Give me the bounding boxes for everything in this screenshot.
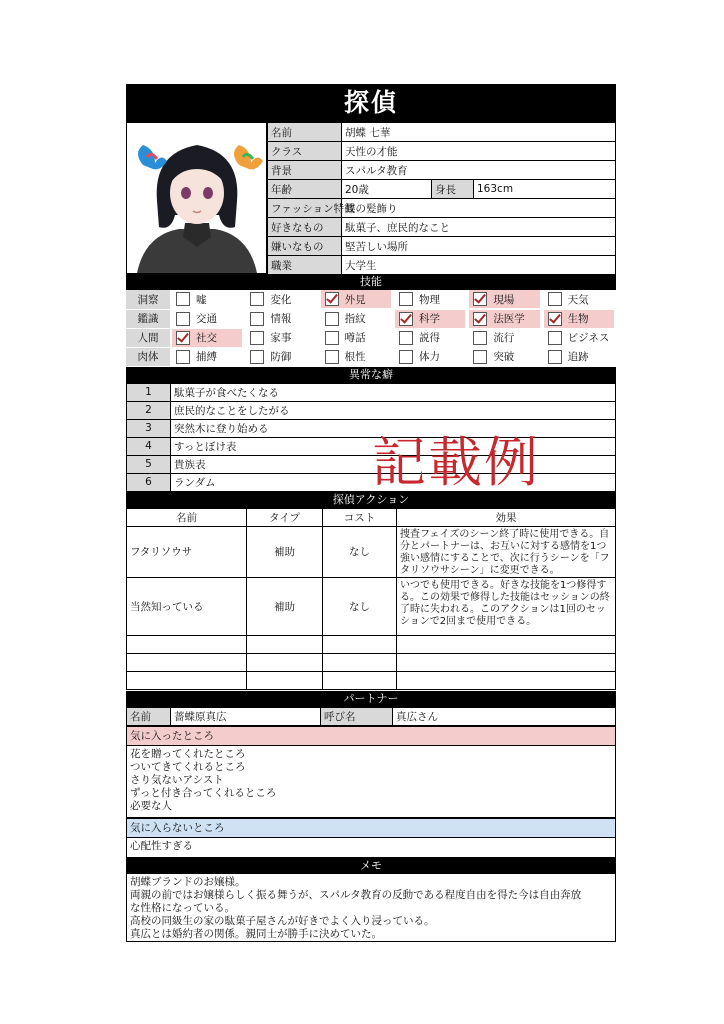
skill-label: 突破 — [493, 351, 515, 363]
sheet-title: 探偵 — [126, 84, 616, 122]
skill-cell — [542, 290, 616, 309]
skill-cell — [393, 290, 467, 309]
skill-item[interactable] — [395, 310, 465, 328]
background-value: スパルタ教育 — [342, 161, 616, 180]
checkbox-icon[interactable] — [548, 292, 562, 306]
checkbox-icon[interactable] — [325, 350, 339, 364]
character-portrait — [126, 122, 267, 274]
empty-row — [127, 671, 616, 689]
list-item: 両親の前ではお嬢様らしく振る舞うが、スパルタ教育の反動である程度自由を得た今は自由奔放 — [130, 888, 582, 901]
skill-cell — [467, 290, 541, 309]
skill-label: 生物 — [567, 313, 589, 325]
partner-name-value: 薔蝶原真広 — [171, 707, 321, 725]
skill-cell — [393, 347, 467, 366]
column-name: 名前 — [127, 508, 247, 526]
skill-item[interactable] — [321, 290, 391, 308]
quirk-number: 5 — [127, 455, 171, 473]
skill-label: 天気 — [567, 293, 589, 306]
skill-label: 変化 — [270, 293, 292, 306]
profile-row-background — [268, 161, 616, 180]
skill-cell — [542, 347, 616, 366]
list-item: な性格になっている。 — [130, 901, 235, 914]
skill-cell — [244, 328, 318, 347]
skill-cell — [319, 290, 393, 309]
list-item: 心配性すぎる — [130, 839, 193, 852]
class-value: 天性の才能 — [342, 142, 616, 161]
checkbox-icon[interactable] — [399, 331, 413, 345]
profile-row-age — [268, 180, 616, 199]
skill-label: 捕縛 — [196, 351, 217, 363]
quirk-text: すっとぼけ表 — [171, 437, 616, 455]
skill-label: 法医学 — [493, 313, 525, 325]
height-label: 身長 — [432, 180, 474, 199]
skill-cell — [170, 347, 244, 366]
quirk-text: 庶民的なことをしたがる — [171, 401, 616, 419]
skill-item[interactable] — [544, 290, 614, 308]
action-effect: 捜査フェイズのシーン終了時に使用できる。自分とパートナーは、お互いに対する感情を1つ強い感情にすることで、次に行うシーンを「フタリソウサシーン」に変更できる。 — [397, 526, 616, 577]
table-row — [127, 437, 616, 455]
skill-label: 情報 — [270, 313, 292, 325]
list-item: 高校の同級生の家の駄菓子屋さんが好きでよく入り浸っている。 — [130, 914, 435, 927]
skill-item[interactable] — [172, 348, 242, 366]
skill-cell — [393, 309, 467, 328]
skill-item[interactable] — [395, 290, 465, 308]
skill-label: 社交 — [196, 332, 217, 344]
table-row — [127, 383, 616, 401]
checkbox-icon[interactable] — [548, 350, 562, 364]
job-label: 職業 — [268, 256, 342, 275]
skill-cell — [467, 347, 541, 366]
partner-row — [127, 707, 616, 725]
empty-row — [127, 635, 616, 653]
skill-label: 追跡 — [567, 351, 589, 363]
checkbox-icon[interactable] — [325, 331, 339, 345]
likes-label: 好きなもの — [268, 218, 342, 237]
quirk-number: 2 — [127, 401, 171, 419]
skill-cell — [319, 347, 393, 366]
fashion-value: 蝶の髪飾り — [342, 199, 616, 218]
checkbox-icon[interactable] — [399, 350, 413, 364]
skill-label: 流行 — [493, 332, 515, 344]
skills-row — [126, 309, 616, 328]
partner-likes-header: 気に入ったところ — [126, 726, 616, 746]
action-cost: なし — [323, 577, 397, 635]
fashion-label: ファッション特徴 — [268, 199, 342, 218]
checked-checkbox-icon[interactable] — [399, 312, 413, 326]
skill-label: 根性 — [344, 351, 366, 363]
skill-item[interactable] — [246, 290, 316, 308]
list-item: 必要な人 — [130, 799, 172, 812]
skill-cell — [244, 290, 318, 309]
skill-label: 噂話 — [344, 332, 366, 344]
job-value: 大学生 — [342, 256, 616, 275]
partner-dislikes-header: 気に入らないところ — [126, 818, 616, 838]
skills-table — [126, 290, 616, 367]
list-item: 花を贈ってくれたところ — [130, 747, 246, 760]
action-name: フタリソウサ — [127, 526, 247, 577]
action-type: 補助 — [247, 577, 323, 635]
character-sheet — [126, 84, 616, 960]
skills-row — [126, 290, 616, 309]
partner-dislikes-list — [126, 838, 616, 858]
checked-checkbox-icon[interactable] — [176, 331, 190, 345]
skill-item[interactable] — [172, 329, 242, 347]
profile-row-fashion — [268, 199, 616, 218]
list-item: さり気ないアシスト — [130, 773, 224, 786]
quirk-text: 貴族表 — [171, 455, 616, 473]
skill-item[interactable] — [172, 290, 242, 308]
empty-row — [127, 653, 616, 671]
skill-item[interactable] — [469, 290, 539, 308]
name-label: 名前 — [268, 123, 342, 142]
partner-call-label: 呼び名 — [321, 707, 393, 725]
checkbox-icon[interactable] — [176, 350, 190, 364]
quirk-number: 4 — [127, 437, 171, 455]
skill-cell — [319, 309, 393, 328]
dislikes-label: 嫌いなもの — [268, 237, 342, 256]
skill-label: 物理 — [418, 293, 440, 306]
partner-likes-list — [126, 746, 616, 818]
checkbox-icon[interactable] — [473, 331, 487, 345]
checkbox-icon[interactable] — [473, 350, 487, 364]
column-type: タイプ — [247, 508, 323, 526]
skill-item[interactable] — [469, 329, 539, 347]
action-type: 補助 — [247, 526, 323, 577]
quirk-text: 突然木に登り始める — [171, 419, 616, 437]
profile-row-likes — [268, 218, 616, 237]
list-item: 胡蝶ブランドのお嬢様。 — [130, 875, 246, 888]
skill-item[interactable] — [395, 348, 465, 366]
skill-label: 交通 — [196, 313, 217, 325]
skill-cell — [542, 328, 616, 347]
profile-row-dislikes — [268, 237, 616, 256]
checkbox-icon[interactable] — [176, 292, 190, 306]
skill-label: 指紋 — [344, 313, 366, 325]
dislikes-value: 堅苦しい場所 — [342, 237, 616, 256]
skill-item[interactable] — [544, 310, 614, 328]
class-label: クラス — [268, 142, 342, 161]
skill-category: 肉体 — [126, 347, 170, 366]
profile-row-class — [268, 142, 616, 161]
skill-cell — [170, 290, 244, 309]
skill-cell — [244, 347, 318, 366]
quirk-number: 3 — [127, 419, 171, 437]
partner-header: パートナー — [126, 691, 616, 707]
checkbox-icon[interactable] — [250, 331, 264, 345]
skill-item[interactable] — [469, 348, 539, 366]
list-item: ついてきてくれるところ — [130, 760, 246, 773]
list-item: ずっと付き合ってくれるところ — [130, 786, 277, 799]
skill-item[interactable] — [321, 348, 391, 366]
skill-label: 防御 — [270, 351, 292, 363]
skill-item[interactable] — [246, 329, 316, 347]
skill-item[interactable] — [172, 310, 242, 328]
table-row — [127, 577, 616, 635]
profile-row-job — [268, 256, 616, 275]
checked-checkbox-icon[interactable] — [473, 292, 487, 306]
partner-call-value: 真広さん — [393, 707, 616, 725]
table-row — [127, 455, 616, 473]
skill-category: 洞察 — [126, 290, 170, 309]
checked-checkbox-icon[interactable] — [548, 312, 562, 326]
checked-checkbox-icon[interactable] — [325, 292, 339, 306]
skill-label: 現場 — [493, 293, 515, 306]
partner-name-label: 名前 — [127, 707, 171, 725]
column-cost: コスト — [323, 508, 397, 526]
checkbox-icon[interactable] — [548, 331, 562, 345]
skill-cell — [467, 328, 541, 347]
checkbox-icon[interactable] — [399, 292, 413, 306]
table-row — [127, 401, 616, 419]
skill-label: ビジネス — [567, 332, 610, 344]
skill-item[interactable] — [246, 310, 316, 328]
actions-column-headers — [127, 508, 616, 526]
skills-header: 技能 — [126, 274, 616, 290]
skill-label: 体力 — [418, 351, 440, 363]
checkbox-icon[interactable] — [176, 312, 190, 326]
actions-header: 探偵アクション — [126, 492, 616, 508]
memo-header: メモ — [126, 858, 616, 874]
skill-item[interactable] — [246, 348, 316, 366]
skill-category: 人間 — [126, 328, 170, 347]
action-cost: なし — [323, 526, 397, 577]
skill-cell — [244, 309, 318, 328]
skill-label: 科学 — [418, 313, 440, 325]
skill-label: 外見 — [344, 293, 366, 306]
table-row — [127, 419, 616, 437]
skill-cell — [319, 328, 393, 347]
skill-category: 鑑識 — [126, 309, 170, 328]
action-effect: いつでも使用できる。好きな技能を1つ修得する。この効果で修得した技能はセッションの終了時に失われる。このアクションは1回のセッションで2回まで使用できる。 — [397, 577, 616, 635]
skills-row — [126, 328, 616, 347]
quirk-text: 駄菓子が食べたくなる — [171, 383, 616, 401]
partner-table — [126, 707, 616, 726]
checkbox-icon[interactable] — [250, 292, 264, 306]
height-value: 163cm — [474, 180, 616, 199]
action-name: 当然知っている — [127, 577, 247, 635]
skills-row — [126, 347, 616, 366]
skill-cell — [542, 309, 616, 328]
age-label: 年齢 — [268, 180, 342, 199]
quirks-table — [126, 383, 616, 492]
sample-stamp: 記載例 — [372, 431, 540, 494]
skill-label: 嘘 — [196, 293, 207, 306]
likes-value: 駄菓子、庶民的なこと — [342, 218, 616, 237]
checkbox-icon[interactable] — [325, 312, 339, 326]
table-row — [127, 526, 616, 577]
quirk-text: ランダム — [171, 473, 616, 491]
table-row — [127, 473, 616, 491]
skill-item[interactable] — [544, 348, 614, 366]
quirks-header: 異常な癖 — [126, 367, 616, 383]
skill-cell — [393, 328, 467, 347]
age-value: 20歳 — [342, 180, 432, 199]
skill-item[interactable] — [395, 329, 465, 347]
checkbox-icon[interactable] — [250, 312, 264, 326]
skill-label: 説得 — [418, 332, 440, 344]
skill-label: 家事 — [270, 332, 292, 344]
actions-table — [126, 508, 616, 690]
checked-checkbox-icon[interactable] — [473, 312, 487, 326]
quirk-number: 6 — [127, 473, 171, 491]
background-label: 背景 — [268, 161, 342, 180]
memo-text — [126, 874, 616, 942]
quirk-number: 1 — [127, 383, 171, 401]
skill-cell — [170, 328, 244, 347]
skill-item[interactable] — [544, 329, 614, 347]
profile-table — [267, 122, 616, 275]
profile-row-name — [268, 123, 616, 142]
profile-section — [126, 122, 616, 274]
name-value: 胡蝶 七華 — [342, 123, 616, 142]
skill-item[interactable] — [321, 310, 391, 328]
column-effect: 効果 — [397, 508, 616, 526]
skill-cell — [170, 309, 244, 328]
skill-item[interactable] — [321, 329, 391, 347]
checkbox-icon[interactable] — [250, 350, 264, 364]
skill-item[interactable] — [469, 310, 539, 328]
skill-cell — [467, 309, 541, 328]
list-item: 真広とは婚約者の関係。親同士が勝手に決めていた。 — [130, 927, 382, 940]
character-portrait-illustration — [127, 123, 266, 273]
